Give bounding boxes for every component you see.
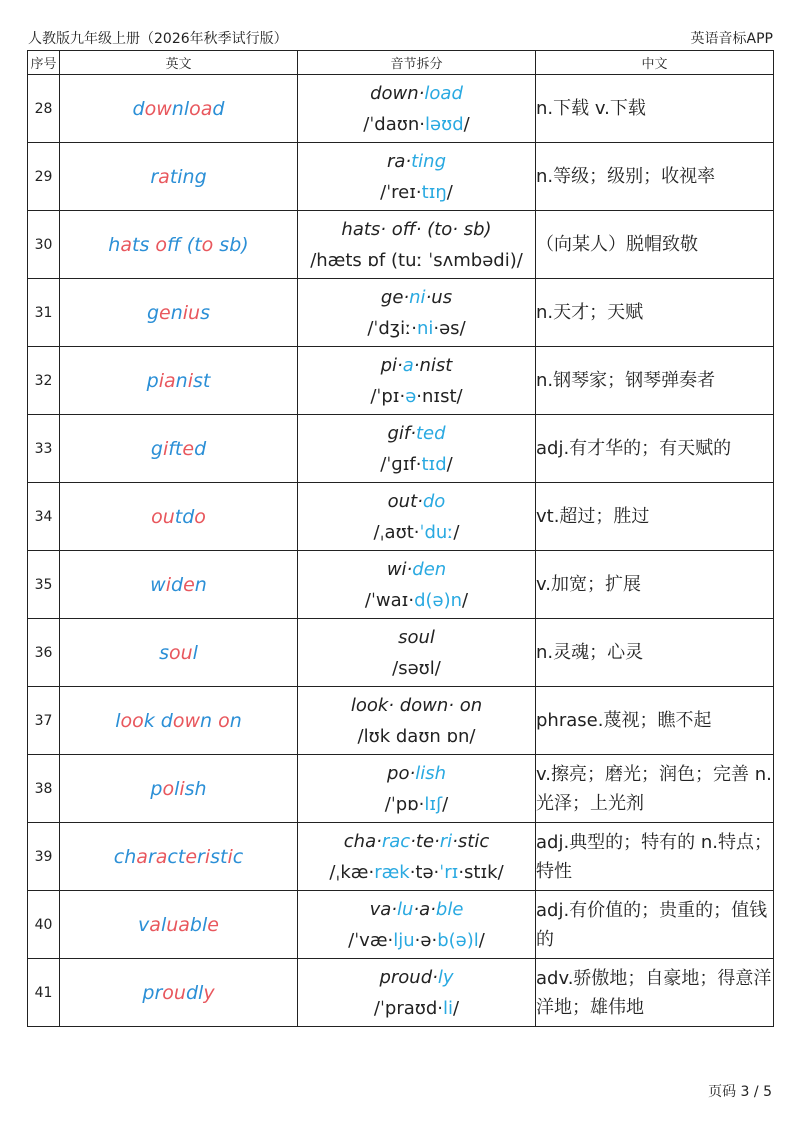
word-segment: i: [165, 573, 171, 596]
table-row: [28, 415, 774, 483]
syllable-segment: ble: [435, 898, 464, 920]
english-word: [60, 211, 298, 279]
syllable-segment: ri: [439, 830, 453, 852]
syllable-segment: ting: [411, 150, 447, 172]
syllable-split: [298, 143, 536, 211]
word-segment: n: [200, 709, 219, 732]
word-segment: n: [194, 573, 207, 596]
chinese-meaning: adv.骄傲地；自豪地；得意洋洋地；雄伟地: [536, 959, 774, 1027]
word-segment: oo: [120, 709, 144, 732]
word-segment: oa: [189, 97, 213, 120]
chinese-meaning: adj.有价值的；贵重的；值钱的: [536, 891, 774, 959]
word-segment: i: [179, 777, 185, 800]
app-name: 英语音标APP: [690, 31, 773, 47]
syllable-segment: gif·: [387, 422, 416, 444]
phonetic-segment: ·ə·: [414, 929, 438, 951]
syllable-line: [298, 214, 535, 245]
phonetic-segment: ·stɪk/: [458, 861, 504, 883]
phonetic-segment: /səʊl/: [392, 657, 441, 679]
table-row: [28, 823, 774, 891]
syllable-segment: wi·: [386, 558, 413, 580]
word-segment: dl: [185, 981, 204, 1004]
word-segment: ow: [172, 709, 201, 732]
phonetic-segment: /: [453, 997, 460, 1019]
table-row: [28, 347, 774, 415]
phonetic-line: [298, 857, 535, 888]
word-segment: ch: [113, 845, 137, 868]
word-segment: bl: [189, 913, 208, 936]
word-segment: i: [204, 845, 211, 868]
phonetic-segment: /: [453, 521, 460, 543]
word-segment: o: [201, 233, 214, 256]
phonetic-segment: /ˈpɒ·: [384, 793, 425, 815]
phonetic-segment: /ˈdaʊn·: [363, 113, 425, 135]
phonetic-line: [298, 789, 535, 820]
word-segment: w: [150, 573, 166, 596]
chinese-meaning: vt.超过；胜过: [536, 483, 774, 551]
word-segment: p: [146, 369, 159, 392]
phonetic-segment: /ˌaʊt·: [373, 521, 420, 543]
table-row: [28, 279, 774, 347]
word-segment: ou: [162, 981, 186, 1004]
syllable-segment: pi·: [380, 354, 403, 376]
word-segment: ia: [158, 369, 176, 392]
table-row: [28, 687, 774, 755]
phonetic-segment: /ˈpɪ·: [370, 385, 406, 407]
word-segment: sh: [184, 777, 207, 800]
row-number: 33: [28, 415, 60, 483]
row-number: 35: [28, 551, 60, 619]
syllable-line: [298, 282, 535, 313]
word-segment: e: [183, 573, 195, 596]
phonetic-segment: ·əs/: [433, 317, 466, 339]
syllable-segment: lu: [396, 898, 414, 920]
english-word: [60, 823, 298, 891]
chinese-meaning: n.钢琴家；钢琴弹奏者: [536, 347, 774, 415]
phonetic-segment: /: [442, 793, 449, 815]
page-number: 页码 3 / 5: [708, 1084, 772, 1100]
phonetic-segment: /: [463, 113, 470, 135]
english-word: [60, 891, 298, 959]
phonetic-segment: /: [478, 929, 485, 951]
syllable-segment: out·: [387, 490, 423, 512]
table-row: [28, 619, 774, 687]
word-segment: st: [192, 369, 211, 392]
column-header-english: 英文: [60, 51, 298, 75]
row-number: 32: [28, 347, 60, 415]
phonetic-segment: /: [446, 181, 453, 203]
syllable-segment: lish: [415, 762, 446, 784]
english-word: [60, 687, 298, 755]
english-word: [60, 415, 298, 483]
syllable-segment: hats· off· (to· sb): [341, 218, 492, 240]
phonetic-segment: ə: [405, 385, 417, 407]
table-row: [28, 143, 774, 211]
word-segment: ft: [168, 437, 183, 460]
phonetic-line: [298, 721, 535, 752]
phonetic-line: [298, 109, 535, 140]
syllable-segment: cha·: [343, 830, 382, 852]
word-segment: r: [150, 165, 159, 188]
phonetic-segment: d(ə)n: [414, 589, 463, 611]
table-row: [28, 891, 774, 959]
table-row: [28, 483, 774, 551]
word-segment: ts: [132, 233, 156, 256]
syllable-segment: a: [402, 354, 414, 376]
word-segment: i: [227, 845, 233, 868]
english-word: [60, 483, 298, 551]
table-row: [28, 75, 774, 143]
word-segment: o: [162, 777, 175, 800]
table-row: [28, 959, 774, 1027]
english-word: [60, 143, 298, 211]
word-segment: ff (: [167, 233, 195, 256]
syllable-line: [298, 350, 535, 381]
word-segment: a: [136, 845, 148, 868]
phonetic-segment: /ˌkæ·: [329, 861, 375, 883]
word-segment: td: [174, 505, 195, 528]
syllable-segment: proud·: [379, 966, 438, 988]
syllable-split: [298, 891, 536, 959]
row-number: 29: [28, 143, 60, 211]
syllable-segment: look· down· on: [350, 694, 483, 716]
word-segment: iu: [182, 301, 201, 324]
syllable-segment: ·a·: [413, 898, 436, 920]
syllable-split: [298, 415, 536, 483]
syllable-split: [298, 75, 536, 143]
syllable-segment: ·te·: [410, 830, 440, 852]
syllable-line: [298, 894, 535, 925]
phonetic-segment: tɪŋ: [421, 181, 447, 203]
row-number: 38: [28, 755, 60, 823]
column-header-syllables: 音节拆分: [298, 51, 536, 75]
word-segment: d: [212, 97, 225, 120]
phonetic-segment: /ˈvæ·: [348, 929, 394, 951]
word-segment: e: [159, 301, 171, 324]
phonetic-line: [298, 177, 535, 208]
chinese-meaning: adj.有才华的；有天赋的: [536, 415, 774, 483]
word-segment: ua: [166, 913, 190, 936]
phonetic-line: [298, 517, 535, 548]
word-segment: st: [210, 845, 228, 868]
syllable-segment: den: [412, 558, 447, 580]
phonetic-line: [298, 993, 535, 1024]
syllable-segment: load: [424, 82, 463, 104]
phonetic-segment: /ˈreɪ·: [380, 181, 422, 203]
syllable-line: [298, 962, 535, 993]
row-number: 37: [28, 687, 60, 755]
word-segment: c: [232, 845, 244, 868]
word-segment: l: [160, 913, 167, 936]
phonetic-line: [298, 381, 535, 412]
word-segment: e: [182, 437, 195, 460]
chinese-meaning: n.灵魂；心灵: [536, 619, 774, 687]
word-segment: ting: [169, 165, 207, 188]
chinese-meaning: v.加宽；扩展: [536, 551, 774, 619]
word-segment: pr: [142, 981, 163, 1004]
word-segment: l: [174, 777, 180, 800]
phonetic-segment: li: [443, 997, 454, 1019]
word-segment: l: [115, 709, 121, 732]
phonetic-segment: ləʊd: [425, 113, 464, 135]
word-segment: r: [147, 845, 156, 868]
syllable-split: [298, 823, 536, 891]
row-number: 30: [28, 211, 60, 279]
word-segment: a: [158, 165, 170, 188]
word-segment: o: [194, 505, 206, 528]
phonetic-segment: ræk: [374, 861, 410, 883]
word-segment: i: [162, 437, 169, 460]
syllable-segment: po·: [387, 762, 416, 784]
word-segment: r: [197, 845, 205, 868]
phonetic-segment: /: [462, 589, 469, 611]
row-number: 40: [28, 891, 60, 959]
syllable-line: [298, 554, 535, 585]
word-segment: n: [175, 369, 188, 392]
syllable-split: [298, 619, 536, 687]
table-header-row: [28, 51, 774, 75]
phonetic-segment: b(ə)l: [437, 929, 479, 951]
syllable-line: [298, 486, 535, 517]
english-word: [60, 279, 298, 347]
phonetic-segment: /ˈpraʊd·: [373, 997, 444, 1019]
row-number: 34: [28, 483, 60, 551]
syllable-line: [298, 622, 535, 653]
syllable-split: [298, 279, 536, 347]
phonetic-segment: /ˈɡɪf·: [380, 453, 422, 475]
row-number: 31: [28, 279, 60, 347]
syllable-line: [298, 758, 535, 789]
syllable-line: [298, 146, 535, 177]
phonetic-segment: lɪʃ: [424, 793, 443, 815]
english-word: [60, 755, 298, 823]
syllable-split: [298, 755, 536, 823]
word-segment: ct: [167, 845, 186, 868]
table-row: [28, 551, 774, 619]
word-segment: ou: [151, 505, 175, 528]
word-segment: g: [150, 437, 163, 460]
row-number: 28: [28, 75, 60, 143]
syllable-split: [298, 551, 536, 619]
vocabulary-table: [27, 50, 774, 1027]
vocabulary-rows: [28, 75, 774, 1027]
syllable-segment: ge·: [380, 286, 410, 308]
phonetic-line: [298, 449, 535, 480]
word-segment: i: [187, 369, 193, 392]
row-number: 41: [28, 959, 60, 1027]
word-segment: y: [203, 981, 215, 1004]
syllable-line: [298, 690, 535, 721]
phonetic-line: [298, 245, 535, 276]
phonetic-segment: /ˈdʒiː·: [367, 317, 417, 339]
book-title: 人教版九年级上册（2026年秋季试行版）: [28, 31, 288, 47]
chinese-meaning: （向某人）脱帽致敬: [536, 211, 774, 279]
syllable-split: [298, 687, 536, 755]
table-row: [28, 211, 774, 279]
syllable-segment: ·us: [425, 286, 453, 308]
word-segment: s: [159, 641, 169, 664]
phonetic-segment: ni: [416, 317, 434, 339]
phonetic-segment: /: [446, 453, 453, 475]
word-segment: s: [200, 301, 211, 324]
word-segment: h: [108, 233, 121, 256]
chinese-meaning: adj.典型的；特有的 n.特点；特性: [536, 823, 774, 891]
word-segment: p: [150, 777, 163, 800]
english-word: [60, 347, 298, 415]
syllable-line: [298, 826, 535, 857]
syllable-segment: ted: [415, 422, 446, 444]
word-segment: nl: [171, 97, 190, 120]
word-segment: l: [192, 641, 198, 664]
syllable-segment: down·: [370, 82, 425, 104]
word-segment: k d: [143, 709, 173, 732]
phonetic-segment: lju: [393, 929, 415, 951]
word-segment: n: [170, 301, 183, 324]
word-segment: o: [218, 709, 230, 732]
phonetic-line: [298, 653, 535, 684]
word-segment: d: [171, 573, 184, 596]
row-number: 36: [28, 619, 60, 687]
syllable-segment: ly: [437, 966, 454, 988]
word-segment: a: [149, 913, 161, 936]
chinese-meaning: v.擦亮；磨光；润色；完善 n.光泽；上光剂: [536, 755, 774, 823]
word-segment: e: [207, 913, 219, 936]
word-segment: ow: [144, 97, 172, 120]
phonetic-segment: ·tə·: [409, 861, 440, 883]
table-row: [28, 755, 774, 823]
syllable-segment: rac: [381, 830, 411, 852]
phonetic-segment: ˈduː: [419, 521, 454, 543]
phonetic-line: [298, 925, 535, 956]
syllable-segment: va·: [369, 898, 397, 920]
word-segment: e: [185, 845, 198, 868]
english-word: [60, 959, 298, 1027]
phonetic-segment: /hæts ɒf (tuː ˈsʌmbədi)/: [310, 249, 523, 271]
chinese-meaning: n.下载 v.下载: [536, 75, 774, 143]
english-word: [60, 75, 298, 143]
word-segment: d: [194, 437, 207, 460]
page-header: [28, 30, 773, 48]
phonetic-line: [298, 585, 535, 616]
phonetic-segment: /ˈwaɪ·: [364, 589, 415, 611]
syllable-segment: ra·: [386, 150, 412, 172]
word-segment: a: [120, 233, 132, 256]
syllable-segment: do: [422, 490, 446, 512]
syllable-split: [298, 347, 536, 415]
syllable-split: [298, 959, 536, 1027]
word-segment: d: [132, 97, 145, 120]
phonetic-line: [298, 313, 535, 344]
syllable-segment: ·stic: [452, 830, 490, 852]
chinese-meaning: n.等级；级别；收视率: [536, 143, 774, 211]
word-segment: ou: [168, 641, 193, 664]
syllable-segment: ni: [409, 286, 426, 308]
word-segment: g: [146, 301, 160, 324]
word-segment: sb): [213, 233, 249, 256]
phonetic-segment: ·nɪst/: [416, 385, 463, 407]
column-header-number: 序号: [28, 51, 60, 75]
word-segment: v: [138, 913, 150, 936]
syllable-split: [298, 483, 536, 551]
row-number: 39: [28, 823, 60, 891]
chinese-meaning: n.天才；天赋: [536, 279, 774, 347]
english-word: [60, 551, 298, 619]
word-segment: o: [155, 233, 168, 256]
syllable-split: [298, 211, 536, 279]
word-segment: t: [194, 233, 202, 256]
column-header-chinese: 中文: [536, 51, 774, 75]
phonetic-segment: /lʊk daʊn ɒn/: [357, 725, 476, 747]
syllable-segment: soul: [398, 626, 435, 648]
word-segment: n: [229, 709, 242, 732]
phonetic-segment: ˈrɪ: [439, 861, 459, 883]
word-segment: a: [155, 845, 168, 868]
phonetic-segment: tɪd: [421, 453, 447, 475]
syllable-line: [298, 78, 535, 109]
chinese-meaning: phrase.蔑视；瞧不起: [536, 687, 774, 755]
syllable-segment: ·nist: [413, 354, 453, 376]
english-word: [60, 619, 298, 687]
syllable-line: [298, 418, 535, 449]
